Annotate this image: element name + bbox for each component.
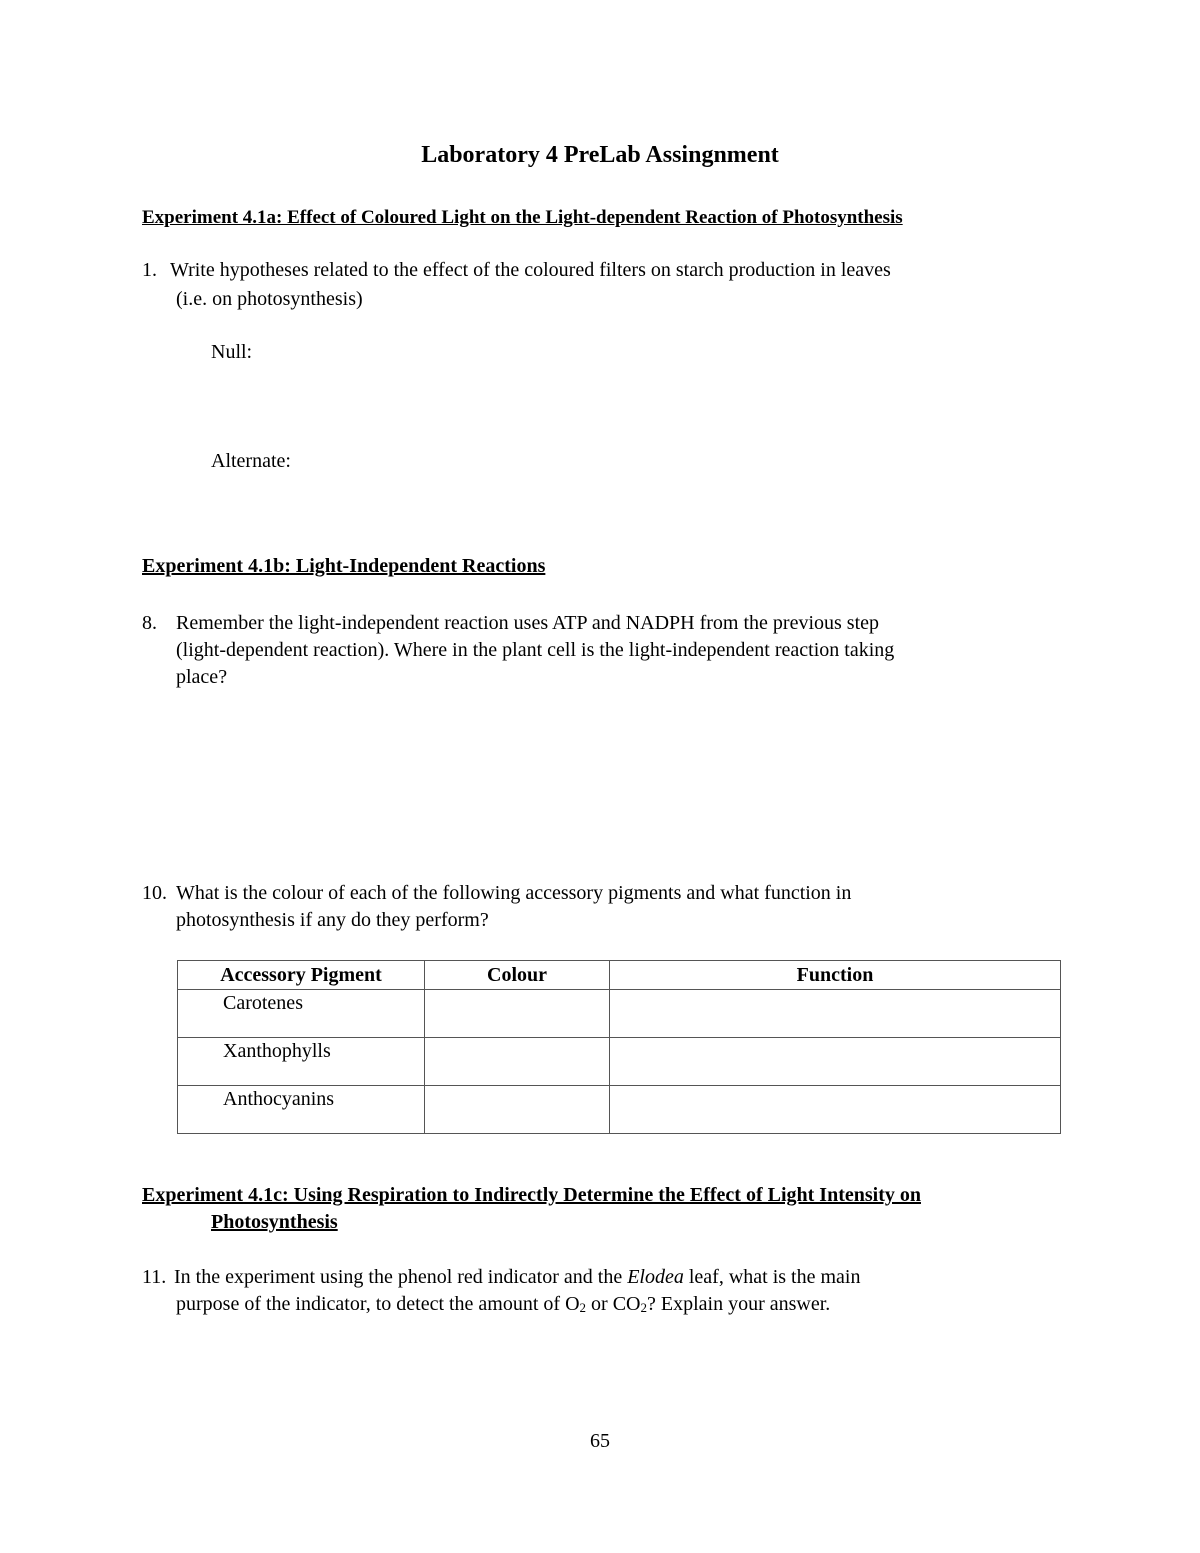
- question-1-line-2: (i.e. on photosynthesis): [176, 288, 363, 310]
- question-8: [142, 610, 879, 637]
- question-8-line-2: (light-dependent reaction). Where in the plant cell is the light-independent reaction taking: [176, 639, 895, 661]
- colour-answer-cell[interactable]: [425, 1086, 610, 1134]
- function-answer-cell[interactable]: [610, 1086, 1061, 1134]
- function-answer-cell[interactable]: [610, 1038, 1061, 1086]
- elodea-term: Elodea: [627, 1266, 684, 1288]
- question-8-line-1: Remember the light-independent reaction uses ATP and NADPH from the previous step: [176, 612, 879, 634]
- question-11-line-1-a: In the experiment using the phenol red indicator and the: [174, 1266, 628, 1288]
- pigment-name-cell: Carotenes: [178, 990, 425, 1038]
- question-11: [142, 1264, 860, 1291]
- table-header-row: [178, 961, 1061, 990]
- question-10-number: 10.: [142, 882, 167, 904]
- colour-answer-cell[interactable]: [425, 1038, 610, 1086]
- question-10-line-2: photosynthesis if any do they perform?: [176, 909, 489, 931]
- question-8-number: 8.: [142, 612, 157, 634]
- question-1: [142, 257, 891, 284]
- table-row: [178, 1086, 1061, 1134]
- question-11-line-2-c: ? Explain your answer.: [646, 1293, 831, 1315]
- question-1-number: 1.: [142, 259, 157, 281]
- question-10-line-1: What is the colour of each of the following accessory pigments and what function in: [176, 882, 852, 904]
- section-a-heading: Experiment 4.1a: Effect of Coloured Light on the Light-dependent Reaction of Photosynthesis: [142, 207, 903, 228]
- pigment-name-cell: Anthocyanins: [178, 1086, 425, 1134]
- pigment-name-cell: Xanthophylls: [178, 1038, 425, 1086]
- page-number: 65: [590, 1430, 610, 1452]
- question-11-line-1-b: leaf, what is the main: [683, 1266, 861, 1288]
- page-title: Laboratory 4 PreLab Assingnment: [421, 142, 779, 168]
- question-11-line-2-b: or CO: [586, 1293, 641, 1315]
- accessory-pigment-table: [177, 960, 1061, 1134]
- question-11-line-2-a: purpose of the indicator, to detect the amount of O: [176, 1293, 580, 1315]
- question-11-line-2: [176, 1291, 830, 1319]
- question-11-number: 11.: [142, 1266, 167, 1288]
- header-function: Function: [610, 961, 1061, 990]
- table-row: [178, 990, 1061, 1038]
- question-1-line-1: Write hypotheses related to the effect of the coloured filters on starch production in leaves: [170, 259, 891, 281]
- header-accessory-pigment: Accessory Pigment: [178, 961, 425, 990]
- header-colour: Colour: [425, 961, 610, 990]
- co2-subscript: 2: [640, 1300, 647, 1315]
- section-c-heading-line-1: Experiment 4.1c: Using Respiration to Indirectly Determine the Effect of Light Intensity on: [142, 1184, 921, 1206]
- table-row: [178, 1038, 1061, 1086]
- question-8-line-3: place?: [176, 666, 228, 688]
- section-b-heading: Experiment 4.1b: Light-Independent Reactions: [142, 555, 546, 577]
- null-hypothesis-label: Null:: [211, 341, 253, 363]
- question-10: [142, 880, 851, 907]
- function-answer-cell[interactable]: [610, 990, 1061, 1038]
- section-c-heading-line-2: Photosynthesis: [211, 1211, 338, 1233]
- alternate-hypothesis-label: Alternate:: [211, 450, 291, 472]
- o2-subscript: 2: [579, 1300, 587, 1315]
- colour-answer-cell[interactable]: [425, 990, 610, 1038]
